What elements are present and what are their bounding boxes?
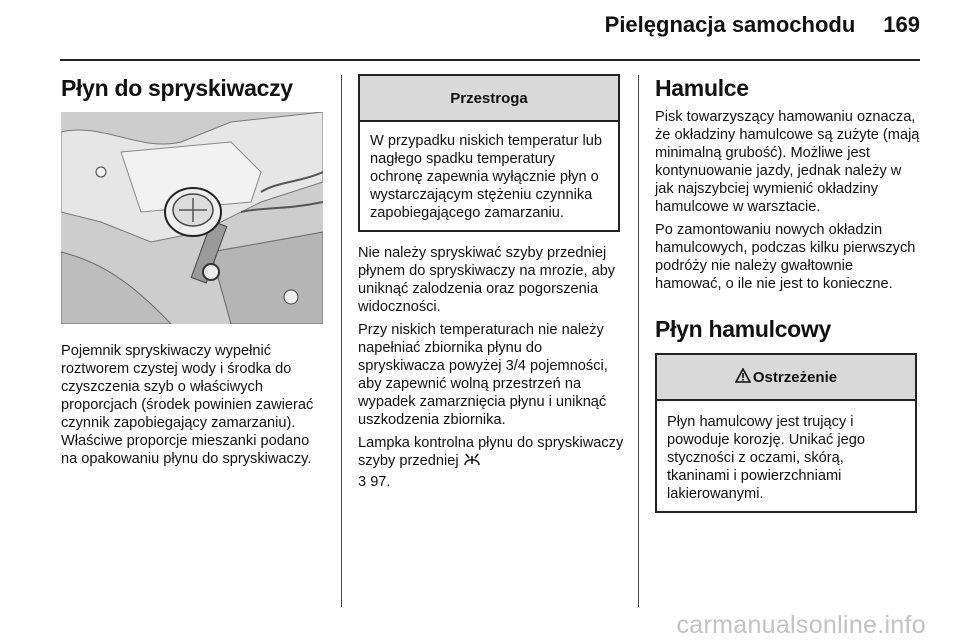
page-header bbox=[605, 12, 920, 38]
washer-reservoir-photo bbox=[61, 112, 323, 324]
warning-box-header bbox=[657, 355, 915, 401]
column-washer-fluid bbox=[61, 74, 327, 468]
caution-box bbox=[358, 74, 620, 232]
washer-fluid-icon bbox=[463, 452, 481, 473]
header-rule bbox=[60, 59, 920, 61]
section-heading-washer-fluid: Płyn do spryskiwaczy bbox=[61, 75, 293, 101]
page-ref[interactable]: 97. bbox=[370, 474, 391, 490]
paragraph-indicator bbox=[358, 434, 624, 491]
column-caution bbox=[358, 74, 624, 491]
header-title: Pielęgnacja samochodu bbox=[604, 12, 856, 37]
column-divider bbox=[638, 75, 639, 607]
caution-box-title: Przestroga bbox=[360, 76, 618, 122]
section-heading-brake-fluid: Płyn hamulcowy bbox=[655, 316, 832, 342]
paragraph: Pisk towarzyszący hamowaniu oznacza, że okładziny hamulcowe są zużyte (mają minimalną grubość). Możliwe jest kontynuowanie jazdy, jednak należy w jak najszybciej wymienić okładziny hamulcowe w warsztacie. bbox=[655, 109, 920, 215]
warning-triangle-icon bbox=[735, 368, 751, 387]
warning-box-title: Ostrzeżenie bbox=[752, 368, 838, 386]
column-brakes bbox=[655, 74, 921, 513]
paragraph: Przy niskich temperaturach nie należy napełniać zbiornika płynu do spryskiwacza powyżej 3/4 pojemności, aby zapewnić wolną przestrzeń na wypadek zamarznięcia płynu i uniknąć uszkodzenia zbiornika. bbox=[358, 322, 608, 428]
section-heading-brakes: Hamulce bbox=[655, 75, 749, 101]
warning-box-text: Płyn hamulcowy jest trujący i powoduje korozję. Unikać jego styczności z oczami, skórą, tkaninami i powierzchniami lakierowanymi. bbox=[667, 414, 865, 502]
paragraph: Pojemnik spryskiwaczy wypełnić roztworem czystej wody i środka do czyszczenia szyb o właściwych proporcjach (środek powinien zawierać czynnik zapobiegający zamarzaniu). Właściwe proporcje mieszanki podano na opakowaniu płynu do spryskiwaczy. bbox=[61, 343, 314, 467]
column-divider bbox=[341, 75, 342, 607]
page-number: 169 bbox=[883, 12, 920, 37]
paragraph: Po zamontowaniu nowych okładzin hamulcowych, podczas kilku pierwszych podróży nie należy gwałtownie hamować, o ile nie jest to konieczne. bbox=[655, 222, 916, 292]
caution-box-text: W przypadku niskich temperatur lub nagłego spadku temperatury ochronę zapewnia wyłącznie płyn o wystarczającym stężeniu czynnika zapobiegającego zamarzaniu. bbox=[370, 133, 602, 221]
paragraph: Nie należy spryskiwać szyby przedniej płynem do spryskiwaczy na mrozie, aby uniknąć zalodzenia oraz pogorszenia widoczności. bbox=[358, 245, 616, 315]
paragraph-text: Lampka kontrolna płynu do spryskiwaczy szyby przedniej bbox=[358, 435, 624, 469]
warning-box bbox=[655, 353, 917, 513]
watermark: carmanualsonline.info bbox=[676, 611, 926, 639]
page-ref-symbol: 3 bbox=[358, 474, 367, 490]
